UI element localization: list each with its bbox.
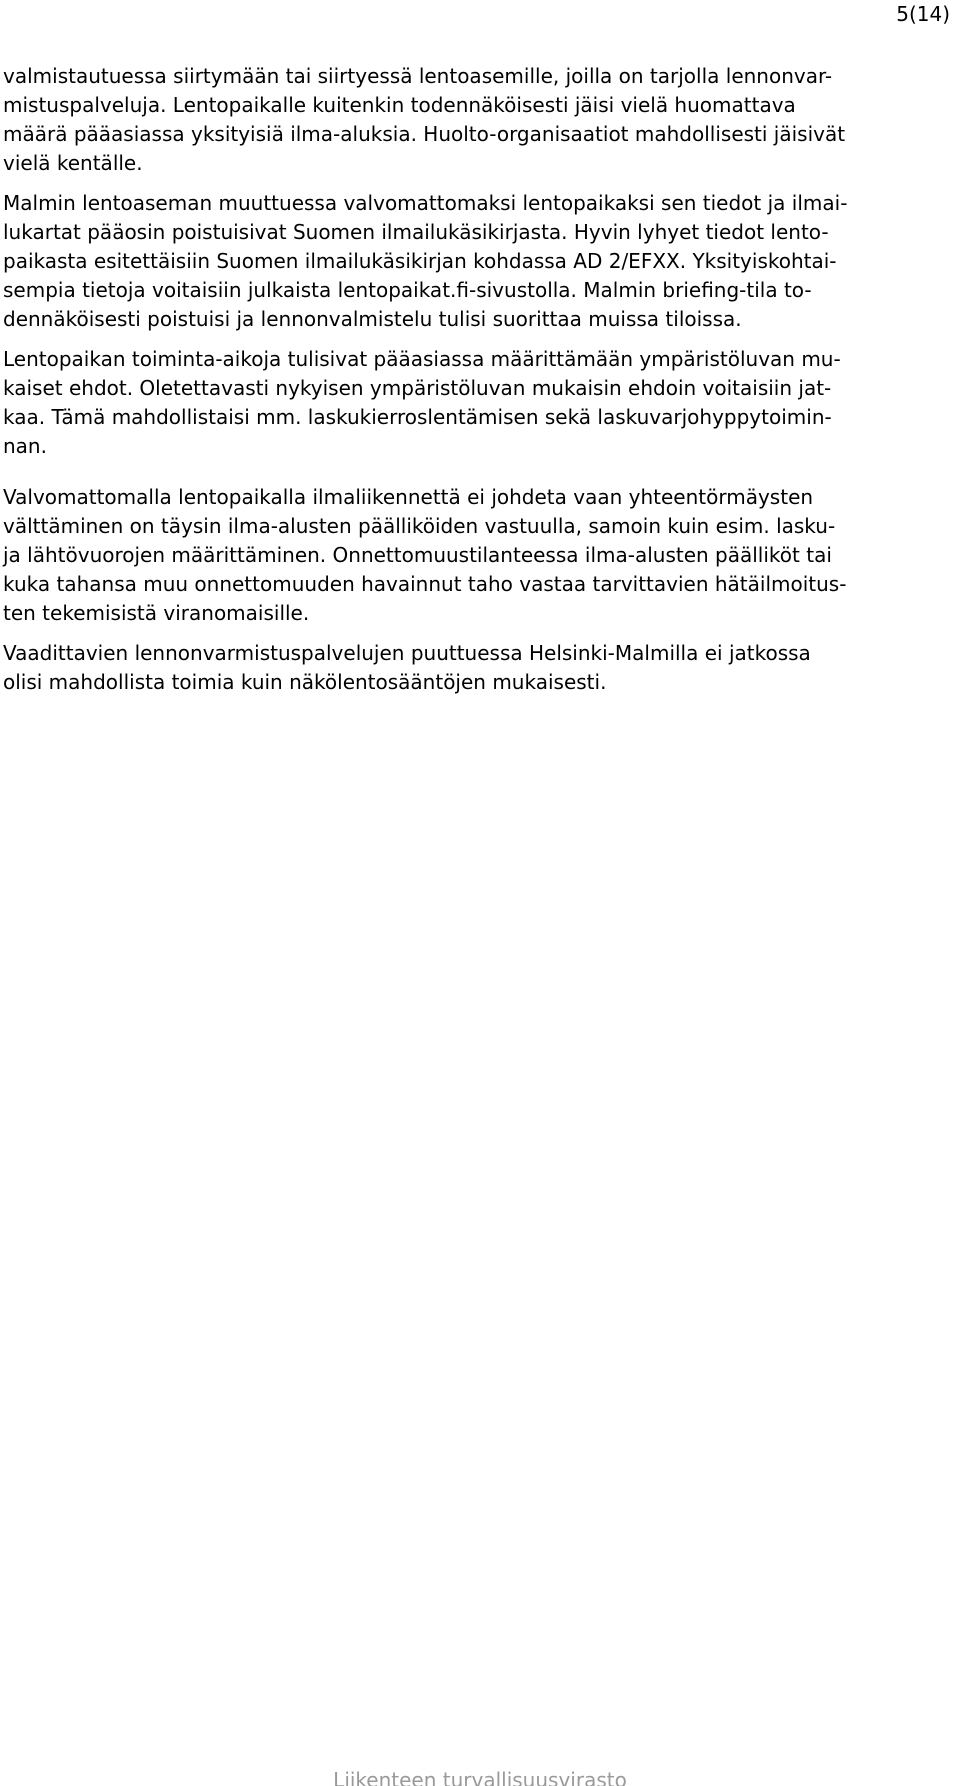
- text-line: kaa. Tämä mahdollistaisi mm. laskukierroslentämisen sekä laskuvarjohyppytoimin-: [3, 405, 832, 429]
- text-line: kuka tahansa muu onnettomuuden havainnut taho vastaa tarvittavien hätäilmoitus-: [3, 572, 847, 596]
- text-line: valmistautuessa siirtymään tai siirtyessä lentoasemille, joilla on tarjolla lennonvar-: [3, 64, 833, 88]
- paragraph: [3, 189, 953, 334]
- text-line: Malmin lentoaseman muuttuessa valvomattomaksi lentopaikaksi sen tiedot ja ilmai-: [3, 191, 848, 215]
- text-line: mistuspalveluja. Lentopaikalle kuitenkin todennäköisesti jäisi vielä huomattava: [3, 93, 796, 117]
- text-line: välttäminen on täysin ilma-alusten päälliköiden vastuulla, samoin kuin esim. lasku-: [3, 514, 836, 538]
- text-line: ten tekemisistä viranomaisille.: [3, 601, 310, 625]
- footer: [0, 1768, 960, 1786]
- paragraph: [3, 483, 953, 628]
- paragraph: [3, 639, 953, 697]
- paragraph: [3, 62, 953, 178]
- page-number: 5(14): [896, 2, 950, 26]
- text-line: lukartat pääosin poistuisivat Suomen ilmailukäsikirjasta. Hyvin lyhyet tiedot lento-: [3, 220, 829, 244]
- text-line: määrä pääasiassa yksityisiä ilma-aluksia. Huolto-organisaatiot mahdollisesti jäisivät: [3, 122, 846, 146]
- text-line: Lentopaikan toiminta-aikoja tulisivat pääasiassa määrittämään ympäristöluvan mu-: [3, 347, 841, 371]
- text-line: olisi mahdollista toimia kuin näkölentosääntöjen mukaisesti.: [3, 670, 607, 694]
- footer-organization: Liikenteen turvallisuusvirasto: [333, 1768, 627, 1786]
- text-line: Valvomattomalla lentopaikalla ilmaliikennettä ei johdeta vaan yhteentörmäysten: [3, 485, 814, 509]
- text-line: Vaadittavien lennonvarmistuspalvelujen puuttuessa Helsinki-Malmilla ei jatkossa: [3, 641, 811, 665]
- text-line: vielä kentälle.: [3, 151, 143, 175]
- text-line: sempia tietoja voitaisiin julkaista lentopaikat.fi-sivustolla. Malmin briefing-tila to-: [3, 278, 812, 302]
- text-line: dennäköisesti poistuisi ja lennonvalmistelu tulisi suorittaa muissa tiloissa.: [3, 307, 742, 331]
- text-line: ja lähtövuorojen määrittäminen. Onnettomuustilanteessa ilma-alusten päälliköt tai: [3, 543, 832, 567]
- paragraph: [3, 345, 953, 461]
- document-body: [3, 62, 953, 708]
- text-line: paikasta esitettäisiin Suomen ilmailukäsikirjan kohdassa AD 2/EFXX. Yksityiskohtai-: [3, 249, 837, 273]
- text-line: nan.: [3, 434, 47, 458]
- text-line: kaiset ehdot. Oletettavasti nykyisen ympäristöluvan mukaisin ehdoin voitaisiin jat-: [3, 376, 832, 400]
